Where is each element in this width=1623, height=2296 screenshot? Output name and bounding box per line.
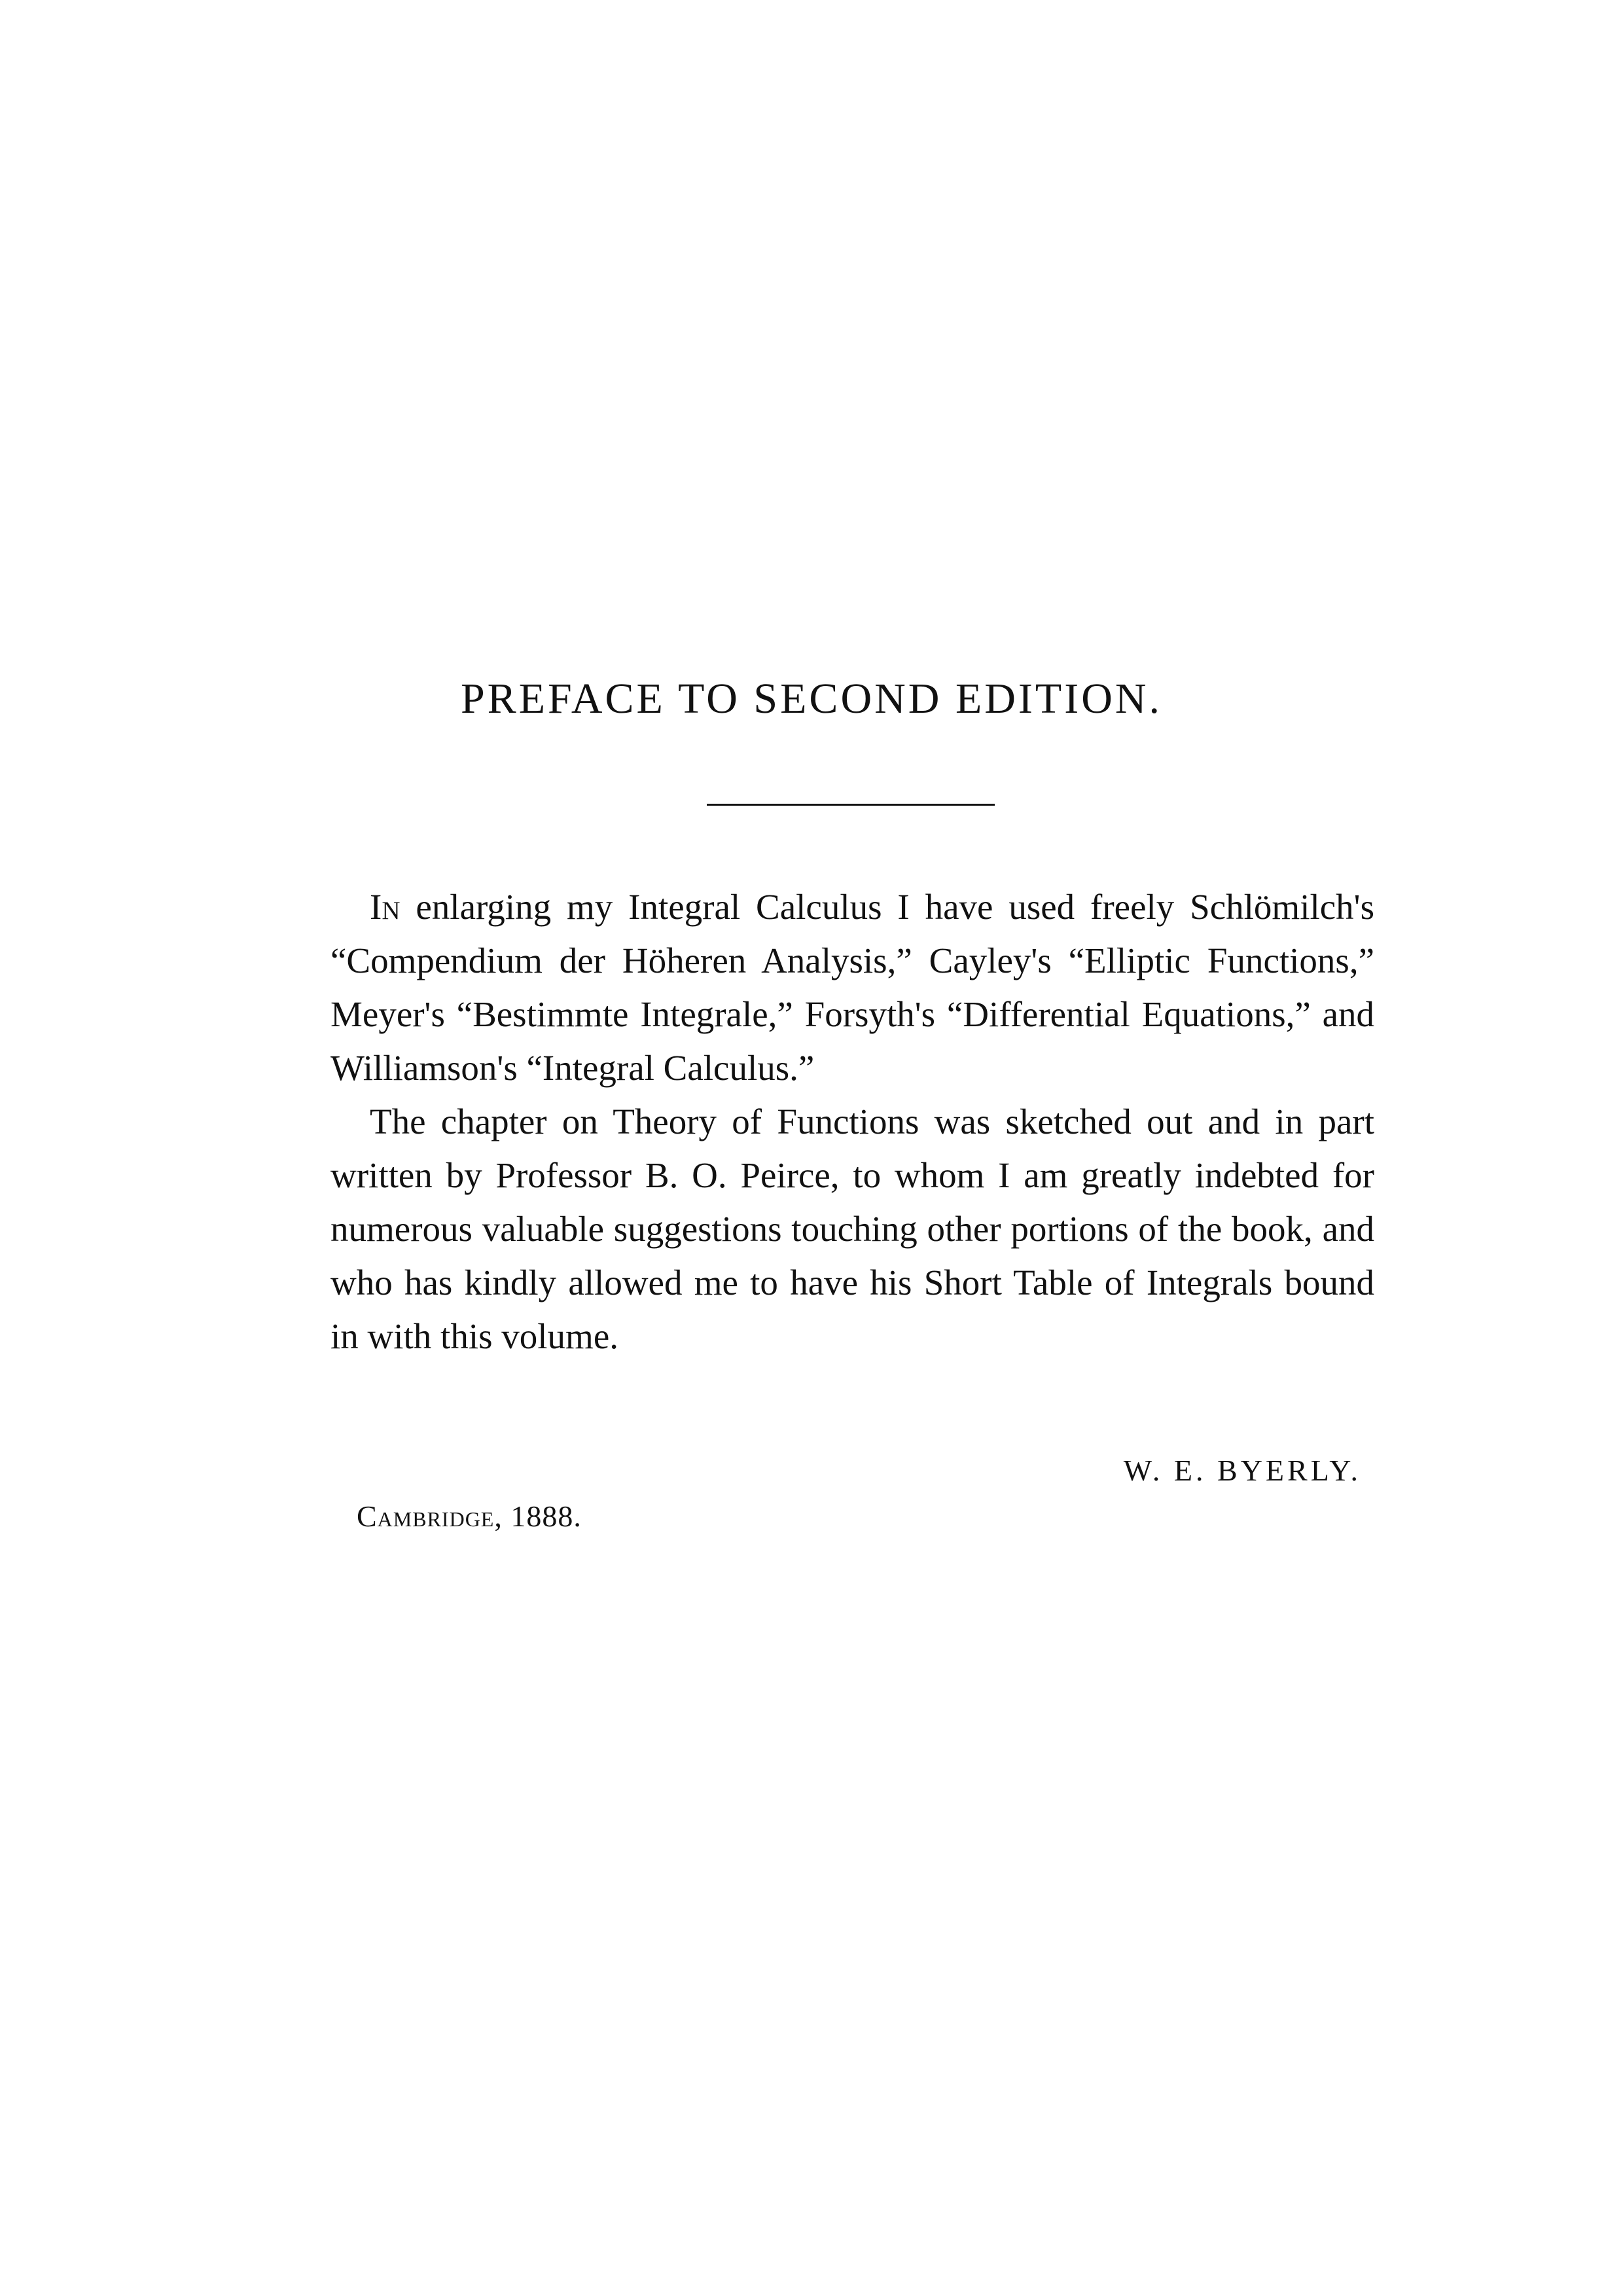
author-signature: W. E. BYERLY. bbox=[1123, 1454, 1361, 1487]
paragraph-1-text: enlarging my Integral Calculus I have used freely Schlömilch's “Compendium der Höheren Analysis,” Cayley's “Elliptic Functions,” Meyer's “Bestimmte Integrale,” Forsyth's “Differential Equations,” and Williamson's “Integral Calculus.” bbox=[330, 887, 1374, 1088]
title-divider bbox=[707, 804, 995, 806]
paragraph-2: The chapter on Theory of Functions was sketched out and in part written by Professor B. O. Peirce, to whom I am greatly indebted for numerous valuable suggestions touching other portions of the book, and who has kindly allowed me to have his Short Table of Integrals bound in with this volume. bbox=[330, 1102, 1374, 1356]
page-title: PREFACE TO SECOND EDITION. bbox=[460, 675, 1163, 723]
place-date-line: Cambridge, 1888. bbox=[357, 1499, 582, 1533]
preface-body bbox=[330, 880, 1374, 1363]
paragraph-1-lead: In bbox=[370, 887, 401, 927]
paragraph-1 bbox=[330, 880, 1374, 1095]
